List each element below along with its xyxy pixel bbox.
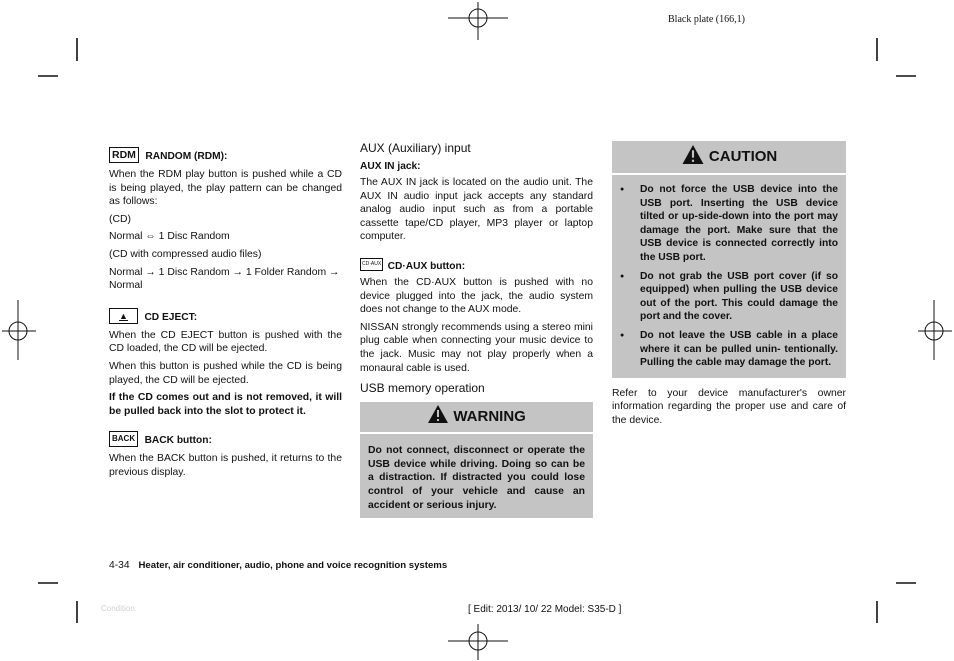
page-footer: [109, 560, 447, 571]
warning-box: [360, 402, 593, 518]
caution-body: [612, 175, 846, 378]
eject-text-1: When the CD EJECT button is pushed with the CD loaded, the CD will be ejected.: [109, 329, 342, 355]
caution-box: [612, 141, 846, 378]
caution-item: ● Do not force the USB device into the USB port. Inserting the USB device tilted or up-side-down into the port may damage the port. Make sure that the USB device is connected correctly into the USB port.: [612, 183, 838, 265]
rdm-heading-row: [109, 146, 342, 164]
caution-triangle-icon: [681, 144, 705, 165]
eject-heading: CD EJECT:: [144, 311, 198, 323]
caution-title: CAUTION: [708, 148, 778, 165]
eject-heading-row: [109, 307, 342, 325]
column-right: [612, 141, 846, 428]
condition-label: Condition:: [101, 604, 138, 613]
rdm-heading: RANDOM (RDM):: [145, 151, 228, 162]
cdaux-text: When the CD·AUX button is pushed with no device plugged into the jack, the audio system does not change to the AUX mode.: [360, 276, 593, 316]
rdm-icon: RDM: [109, 147, 139, 163]
cd-sequence: Normal ⇔ 1 Disc Random: [109, 231, 230, 243]
warning-title: WARNING: [453, 408, 526, 426]
warning-body: [360, 434, 593, 518]
back-heading-row: [109, 430, 342, 448]
warning-triangle-icon: [427, 404, 449, 424]
nissan-text: NISSAN strongly recommends using a stereo mini plug cable when connecting your music device to the jack. Music may not play properly when a monaural cable is used.: [360, 321, 593, 374]
chapter-title: Heater, air conditioner, audio, phone and voice recognition systems: [138, 560, 448, 571]
back-text: When the BACK button is pushed, it returns to the previous display.: [109, 453, 342, 478]
caution-item: ● Do not grab the USB port cover (if so equipped) when pulling the USB device out of the port. This could damage the port and the cover.: [612, 270, 838, 324]
cd-compressed-label: (CD with compressed audio files): [109, 248, 262, 260]
back-heading: BACK button:: [144, 435, 212, 447]
usb-title: USB memory operation: [360, 381, 485, 396]
page-number: 4-34: [109, 560, 130, 571]
aux-jack-text: The AUX IN jack is located on the audio unit. The AUX IN audio input jack accepts any standard analog audio input such as from a portable cassette tape/CD player, MP3 player or laptop computer.: [360, 177, 593, 243]
cdaux-heading-row: [360, 256, 593, 274]
aux-title: AUX (Auxiliary) input: [360, 141, 471, 155]
cdaux-heading: CD·AUX button:: [387, 260, 466, 272]
plate-label: Black plate (166,1): [668, 14, 745, 25]
column-middle: [360, 141, 593, 518]
warning-title-bar: [360, 402, 593, 434]
eject-icon: ▲: [109, 308, 138, 324]
caution-list: [612, 183, 838, 370]
eject-text-2: When this button is pushed while the CD is being played, the CD will be ejected.: [109, 360, 342, 386]
caution-item: ● Do not leave the USB cable in a place where it can be pulled unin- tentionally. Pulling the cable may damage the port.: [612, 329, 838, 370]
column-left: [109, 146, 342, 480]
warning-text: Do not connect, disconnect or operate the USB device while driving. Doing so can be a distraction. If distracted you could lose control of your vehicle and cause an accident or serious injury.: [368, 445, 585, 511]
rdm-text: When the RDM play button is pushed while a CD is being played, the play pattern can be changed as follows:: [109, 169, 342, 208]
aux-jack-heading: AUX IN jack:: [360, 161, 421, 172]
cd-label: (CD): [109, 213, 131, 225]
eject-warning-text: If the CD comes out and is not removed, it will be pulled back into the slot to protect it.: [109, 392, 342, 417]
cd-compressed-sequence: Normal → 1 Disc Random → 1 Folder Random → Normal: [109, 266, 340, 292]
cdaux-icon: CD·AUX: [360, 258, 383, 271]
refer-text: Refer to your device manufacturer's owner information regarding the proper use and care of the device.: [612, 387, 846, 426]
caution-title-bar: [612, 141, 846, 175]
edit-info: [ Edit: 2013/ 10/ 22 Model: S35-D ]: [468, 604, 622, 615]
back-icon: BACK: [109, 431, 138, 447]
